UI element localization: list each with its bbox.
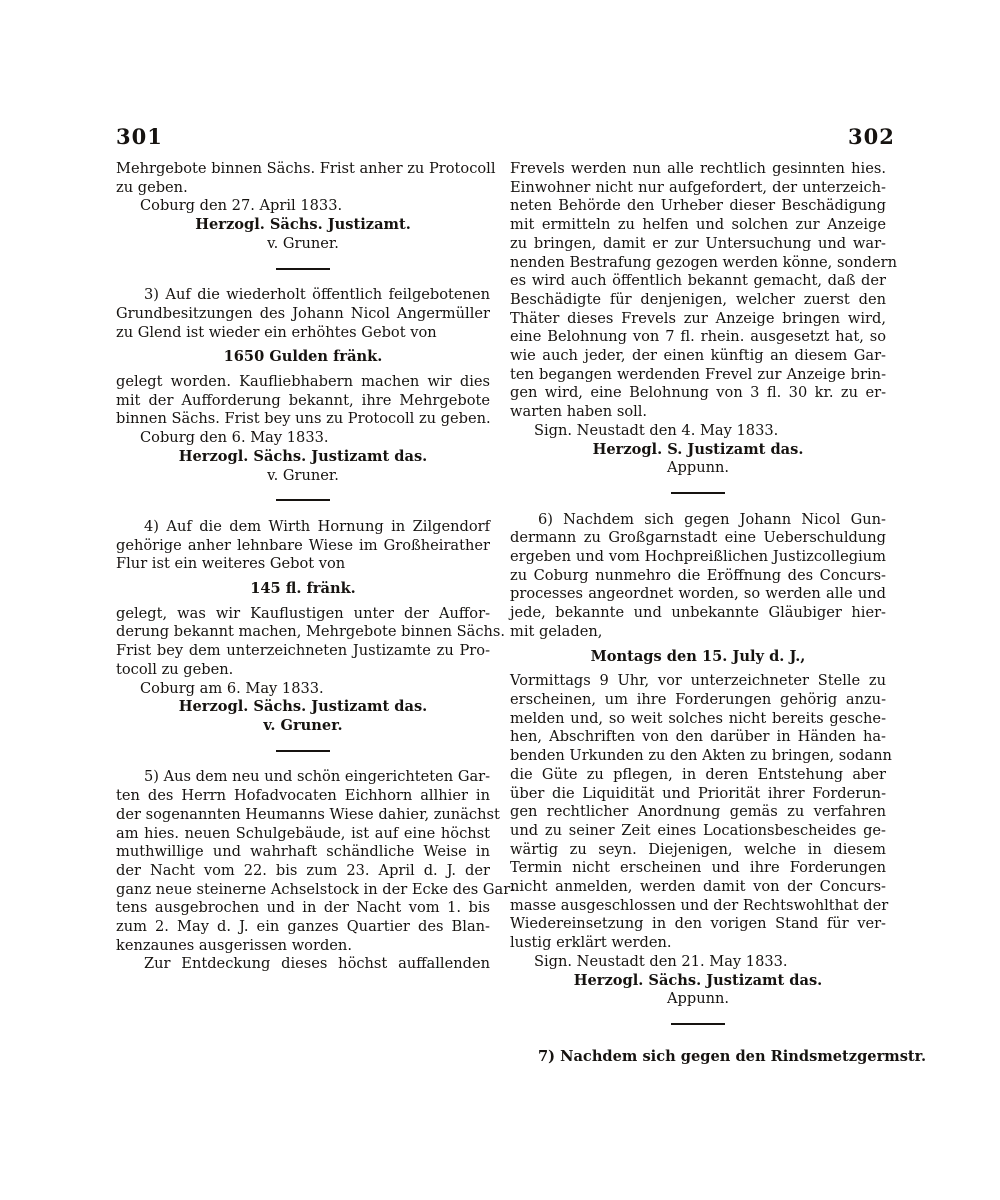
text-line: muthwillige und wahrhaft schändliche Weise in	[116, 843, 490, 861]
text-line: Flur ist ein weiteres Gebot von	[116, 555, 346, 573]
text-line: ergeben und vom Hochpreißlichen Justizcollegium	[510, 548, 886, 566]
notice-5-signer: Appunn.	[666, 459, 730, 477]
text-line: lustig erklärt werden.	[510, 934, 672, 952]
notice-6-signer: Appunn.	[666, 990, 730, 1008]
text-line: masse ausgeschlossen und der Rechtswohlthat der	[510, 896, 889, 914]
text-line: über die Liquidität und Priorität ihrer Forderun-	[510, 784, 886, 802]
text-line: neten Behörde den Urheber dieser Beschädigung	[510, 197, 886, 215]
text-line: binnen Sächs. Frist bey uns zu Protocoll zu geben.	[116, 410, 491, 428]
text-line: kenzaunes ausgerissen worden.	[116, 936, 352, 954]
separator-rule	[510, 484, 886, 503]
text-line: Thäter dieses Frevels zur Anzeige bringen wird,	[510, 309, 886, 327]
hearing-date: Montags den 15. July d. J.,	[590, 647, 806, 665]
notice-4-court: Herzogl. Sächs. Justizamt das.	[178, 698, 428, 716]
text-line: zum 2. May d. J. ein ganzes Quartier des Blan-	[116, 918, 490, 936]
notice-5	[116, 768, 516, 974]
notice-6-place-date: Sign. Neustadt den 21. May 1833.	[534, 952, 788, 970]
text-line: der sogenannten Heumanns Wiese dahier, zunächst	[116, 805, 500, 823]
notice-2-court: Herzogl. Sächs. Justizamt.	[195, 216, 411, 234]
separator-rule	[116, 742, 490, 761]
notice-3-place-date: Coburg den 6. May 1833.	[140, 429, 329, 447]
text-line: warten haben soll.	[510, 403, 648, 421]
notice-3	[116, 286, 490, 429]
text-line: Grundbesitzungen des Johann Nicol Angermüller	[116, 304, 490, 322]
notice-3-signer: v. Gruner.	[267, 466, 339, 484]
text-line: gelegt, was wir Kauflustigen unter der Auffor-	[116, 604, 490, 622]
text-line: Wiedereinsetzung in den vorigen Stand für ver-	[510, 915, 886, 933]
text-line: eine Belohnung von 7 fl. rhein. ausgesetzt hat, so	[510, 328, 886, 346]
text-line: 5) Aus dem neu und schön eingerichteten Gar-	[144, 768, 491, 786]
text-line: jede, bekannte und unbekannte Gläubiger hier-	[510, 604, 886, 622]
text-line: es wird auch öffentlich bekannt gemacht, daß der	[510, 272, 886, 290]
text-line: 3) Auf die wiederholt öffentlich feilgebotenen	[144, 286, 490, 304]
notice-5-continued	[510, 160, 897, 422]
separator-rule	[116, 260, 490, 279]
page-number-left: 301	[116, 124, 163, 149]
bid-amount: 145 fl. fränk.	[250, 580, 356, 598]
text-line: zu geben.	[116, 178, 188, 196]
text-line: Termin nicht erscheinen und ihre Forderungen	[510, 859, 886, 877]
bid-amount: 1650 Gulden fränk.	[223, 348, 383, 366]
text-line: der Nacht vom 22. bis zum 23. April d. J. der	[116, 861, 490, 879]
notice-5-court: Herzogl. S. Justizamt das.	[592, 440, 804, 458]
text-line: 4) Auf die dem Wirth Hornung in Zilgendorf	[144, 517, 490, 535]
text-line: Zur Entdeckung dieses höchst auffallenden	[144, 955, 490, 973]
text-line: gelegt worden. Kaufliebhabern machen wir dies	[116, 373, 490, 391]
text-line: processes angeordnet worden, so werden alle und	[510, 585, 886, 603]
text-line: erscheinen, um ihre Forderungen gehörig anzu-	[510, 690, 886, 708]
text-line: Frist bey dem unterzeichneten Justizamte zu Pro-	[116, 642, 490, 660]
text-line: zu Coburg nunmehro die Eröffnung des Concurs-	[510, 566, 886, 584]
text-line: Einwohner nicht nur aufgefordert, der unterzeich-	[510, 178, 886, 196]
text-line: wärtig zu seyn. Diejenigen, welche in diesem	[510, 840, 886, 858]
text-line: mit ermitteln zu helfen und solchen zur Anzeige	[510, 216, 886, 234]
text-line: nenden Bestrafung gezogen werden könne, sondern	[510, 253, 897, 271]
notice-6	[510, 510, 892, 953]
text-line: dermann zu Großgarnstadt eine Ueberschuldung	[510, 529, 886, 547]
notice-7-start: 7) Nachdem sich gegen den Rindsmetzgermstr.	[538, 1047, 927, 1065]
left-column	[116, 160, 516, 974]
notice-4-place-date: Coburg am 6. May 1833.	[140, 679, 324, 697]
text-line: mit der Aufforderung bekannt, ihre Mehrgebote	[116, 391, 490, 409]
separator-rule	[510, 1015, 886, 1034]
text-line: gen wird, eine Belohnung von 3 fl. 30 kr. zu er-	[510, 384, 886, 402]
text-line: zu Glend ist wieder ein erhöhtes Gebot von	[116, 323, 437, 341]
text-line: und zu seiner Zeit eines Locationsbescheides ge-	[510, 821, 886, 839]
text-line: tens ausgebrochen und in der Nacht vom 1. bis	[116, 899, 490, 917]
text-line: gen rechtlicher Anordnung gemäs zu verfahren	[510, 803, 886, 821]
text-line: nicht anmelden, werden damit von der Concurs-	[510, 878, 886, 896]
text-line: Mehrgebote binnen Sächs. Frist anher zu Protocoll	[116, 160, 496, 177]
text-line: benden Urkunden zu den Akten zu bringen, sodann	[510, 747, 892, 765]
text-line: die Güte zu pflegen, in deren Entstehung aber	[510, 765, 886, 783]
notice-5-place-date: Sign. Neustadt den 4. May 1833.	[534, 421, 779, 439]
notice-2-signer: v. Gruner.	[267, 234, 339, 252]
text-line: zu bringen, damit er zur Untersuchung und war-	[510, 234, 886, 252]
separator-rule	[116, 491, 490, 510]
text-line: ganz neue steinerne Achselstock in der Ecke des Gar-	[116, 880, 516, 898]
text-line: mit geladen,	[510, 622, 603, 640]
text-line: Frevels werden nun alle rechtlich gesinnten hies.	[510, 160, 886, 177]
text-line: wie auch jeder, der einen künftig an diesem Gar-	[510, 347, 886, 365]
text-line: 6) Nachdem sich gegen Johann Nicol Gun-	[538, 510, 886, 528]
notice-2-tail	[116, 160, 496, 197]
text-line: ten begangen werdenden Frevel zur Anzeige brin-	[510, 365, 886, 383]
text-line: melden und, so weit solches nicht bereits gesche-	[510, 709, 886, 727]
notice-3-court: Herzogl. Sächs. Justizamt das.	[178, 447, 428, 465]
text-line: derung bekannt machen, Mehrgebote binnen Sächs.	[116, 623, 506, 641]
text-line: gehörige anher lehnbare Wiese im Großheirather	[116, 536, 490, 554]
text-line: am hies. neuen Schulgebäude, ist auf eine höchst	[116, 824, 490, 842]
text-line: ten des Herrn Hofadvocaten Eichhorn allhier in	[116, 787, 490, 805]
right-column	[510, 160, 927, 1066]
text-line: tocoll zu geben.	[116, 660, 234, 678]
notice-4-signer: v. Gruner.	[263, 716, 343, 734]
page-number-right: 302	[848, 124, 895, 149]
notice-4	[116, 517, 506, 680]
notice-6-court: Herzogl. Sächs. Justizamt das.	[573, 971, 823, 989]
text-line: Vormittags 9 Uhr, vor unterzeichneter Stelle zu	[510, 672, 886, 690]
text-line: Beschädigte für denjenigen, welcher zuerst den	[510, 290, 886, 308]
notice-2-place-date: Coburg den 27. April 1833.	[140, 197, 343, 215]
text-line: hen, Abschriften von den darüber in Händen ha-	[510, 728, 886, 746]
